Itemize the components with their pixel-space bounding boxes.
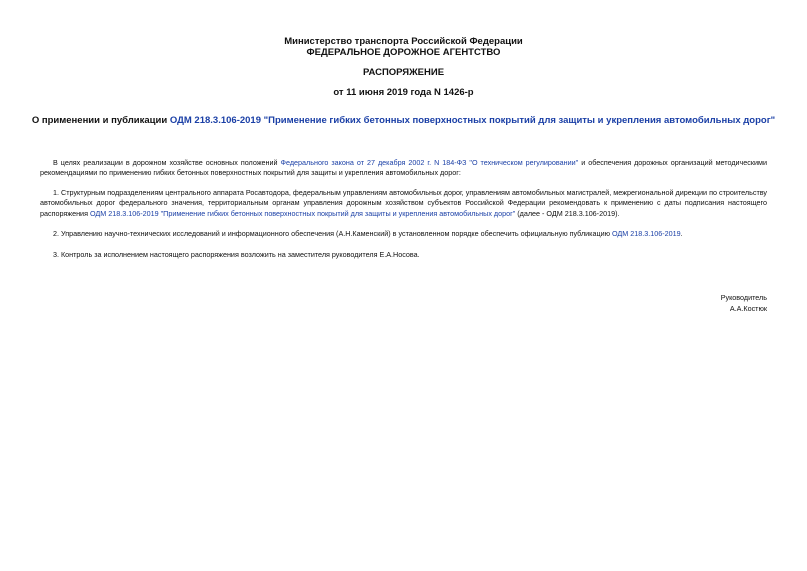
item-2-text-1: 2. Управлению научно-технических исследований и информационного обеспечения (А.Н.Каменский) в установленном порядке обеспечить официальную публикацию xyxy=(53,229,612,238)
item-3-text: 3. Контроль за исполнением настоящего распоряжения возложить на заместителя руководителя Е.А.Носова. xyxy=(53,250,420,259)
document-title xyxy=(0,115,807,127)
document-date: от 11 июня 2019 года N 1426-р xyxy=(333,87,474,98)
signature-role: Руководитель xyxy=(720,293,767,302)
item-1-odm-link[interactable]: ОДМ 218.3.106-2019 "Применение гибких бетонных поверхностных покрытий для защиты и укрепления автомобильных дорог" xyxy=(89,208,516,218)
title-odm-link[interactable]: ОДМ 218.3.106-2019 "Применение гибких бетонных поверхностных покрытий для защиты и укрепления автомобильных дорог" xyxy=(169,115,776,126)
item-2-text-2: . xyxy=(680,229,683,238)
item-2-paragraph xyxy=(40,229,767,239)
item-3-paragraph xyxy=(40,250,767,260)
intro-paragraph xyxy=(40,158,767,179)
signature-block xyxy=(721,293,767,314)
agency-name: ФЕДЕРАЛЬНОЕ ДОРОЖНОЕ АГЕНТСТВО xyxy=(306,47,501,58)
title-prefix: О применении и публикации xyxy=(31,115,170,126)
item-1-text-2: (далее - ОДМ 218.3.106-2019). xyxy=(515,208,620,218)
intro-text-1: В целях реализации в дорожном хозяйстве основных положений xyxy=(53,158,281,167)
item-1-paragraph xyxy=(40,188,767,219)
ministry-name: Министерство транспорта Российской Федерации xyxy=(284,36,523,47)
federal-law-link[interactable]: Федерального закона от 27 декабря 2002 г. N 184-ФЗ "О техническом регулировании" xyxy=(280,158,579,167)
item-1-text-1: 1. Структурным подразделениям центрального аппарата Росавтодора, федеральным управлениям автомобильных дорог, управлениям автомобильных магистралей, межрегиональной дирекции по строительству автомобильных дорог федерального значения, территориальным органам управления дорожным хозяйством субъектов Российской Федерации рекомендовать к применению с даты подписания настоящего распоряжения xyxy=(40,188,767,218)
intro-text-2: и обеспечения дорожных организаций методическими рекомендациями по применению гибких бетонных поверхностных покрытий для защиты и укрепления автомобильных дорог: xyxy=(40,158,767,178)
signature-name: А.А.Костюк xyxy=(729,303,767,313)
document-type: РАСПОРЯЖЕНИЕ xyxy=(362,67,445,78)
item-2-odm-link[interactable]: ОДМ 218.3.106-2019 xyxy=(612,229,681,238)
